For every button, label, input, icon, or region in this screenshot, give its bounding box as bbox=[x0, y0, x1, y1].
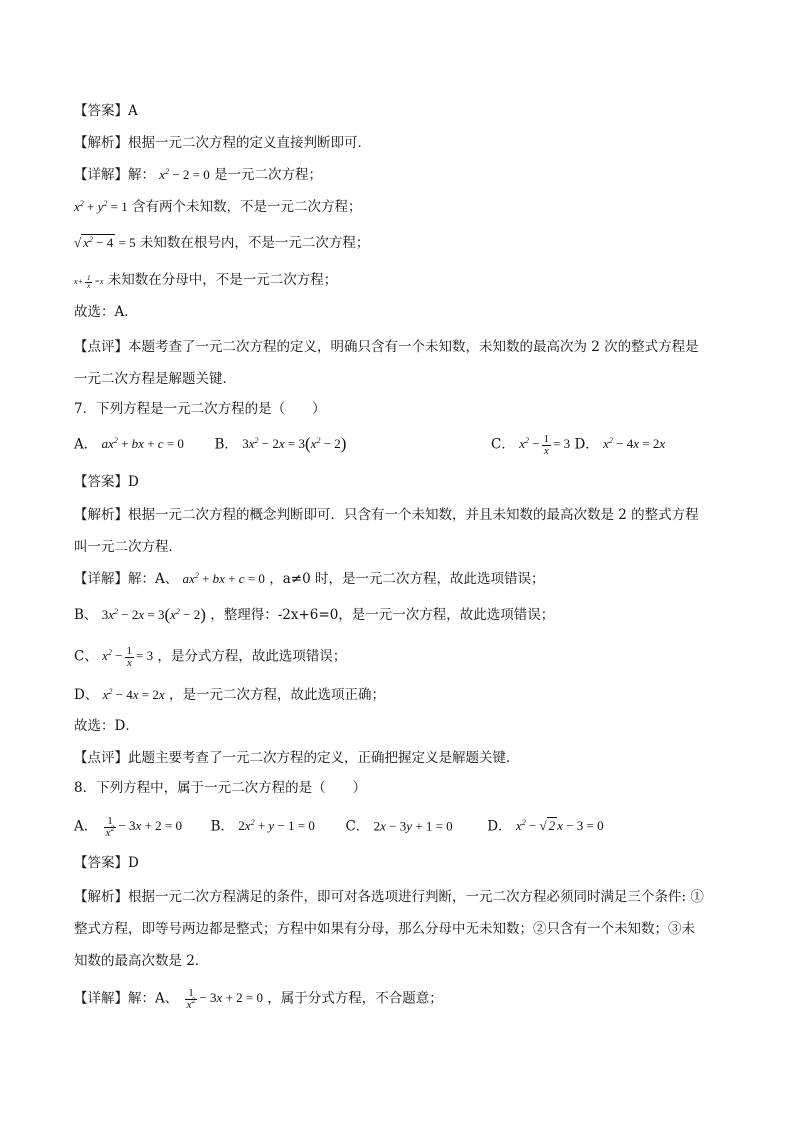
q7-analysis-2: 叫一元二次方程． bbox=[74, 539, 182, 555]
equation: $\frac{1}{x^2}$ − 3x + 2 = 0 bbox=[186, 987, 263, 1011]
q7-option-d: $x^2 - 4x = 2x$ bbox=[603, 436, 666, 452]
q8-analysis-3: 知数的最高次数是 2． bbox=[74, 953, 209, 969]
q7-option-c: $x^2$ − $\frac{1}{x}$ = 3 bbox=[519, 433, 571, 457]
equation: $ax^2$ + bx + c = 0 bbox=[182, 571, 265, 586]
q8-answer: 【答案】D bbox=[74, 855, 139, 871]
equation: $x^2 - 4x = 2x$ bbox=[102, 687, 165, 702]
q7-options bbox=[74, 434, 665, 457]
q7-analysis-1: 【解析】根据一元二次方程的概念判断即可．只含有一个未知数，并且未知数的最高次数是 2 的整式方程 bbox=[74, 507, 699, 523]
q7-comment: 【点评】此题主要考查了一元二次方程的定义，正确把握定义是解题关键． bbox=[74, 750, 520, 766]
q7-detail-b bbox=[74, 605, 554, 625]
q7-detail-b-text: ，整理得：-2x+6=0，是一元一次方程，故此选项错误； bbox=[210, 607, 555, 623]
q7-option-d-label: D． bbox=[574, 436, 599, 453]
q6-comment-1: 【点评】本题考查了一元二次方程的定义，明确只含有一个未知数，未知数的最高次为 2 次的整式方程是 bbox=[74, 339, 699, 355]
q6-choose: 故选：A． bbox=[74, 304, 138, 320]
q8-option-c-label: C． bbox=[345, 818, 370, 835]
equation: $x^2 - 2 = 0$ bbox=[159, 167, 210, 182]
q6-answer: 【答案】A bbox=[74, 103, 138, 119]
q7-option-a: $ax^2$ + bx + c = 0 bbox=[101, 436, 184, 452]
q7-question: 7．下列方程是一元二次方程的是（ ） bbox=[74, 401, 326, 417]
q7-detail-prefix: 【详解】解：A、 bbox=[74, 571, 179, 587]
q8-option-d-label: D． bbox=[487, 818, 512, 835]
q6-detail-1 bbox=[74, 165, 322, 185]
q8-analysis-1: 【解析】根据一元二次方程满足的条件，即可对各选项进行判断，一元二次方程必须同时满足三个条件: ① bbox=[74, 889, 704, 905]
q6-comment-2: 一元二次方程是解题关键． bbox=[74, 371, 236, 387]
q8-option-d: $x^2$ − √ 2 x − 3 = 0 bbox=[515, 818, 604, 834]
q8-question: 8．下列方程中，属于一元二次方程的是（ ） bbox=[74, 780, 367, 796]
q8-option-c: 2x − 3y + 1 = 0 bbox=[373, 818, 453, 834]
q7-option-b: $3x^2 - 2x = 3(x^2 - 2)$ bbox=[242, 434, 347, 454]
q7-detail-d-text: ，是一元二次方程，故此选项正确； bbox=[168, 687, 385, 703]
q7-detail-d-prefix: D、 bbox=[74, 687, 99, 703]
q8-detail-a bbox=[74, 988, 443, 1011]
q8-option-b: $2x^2 + y - 1 = 0$ bbox=[238, 818, 315, 834]
q7-option-b-label: B． bbox=[214, 436, 238, 453]
q6-detail-2 bbox=[74, 197, 362, 217]
equation: $x^2$ − $\frac{1}{x}$ = 3 bbox=[102, 645, 154, 669]
q7-choose: 故选：D． bbox=[74, 718, 139, 734]
q7-detail-b-prefix: B、 bbox=[74, 607, 98, 623]
q6-detail-3-text: 未知数在根号内，不是一元二次方程； bbox=[139, 235, 370, 251]
q7-option-c-label: C． bbox=[491, 436, 515, 453]
q7-answer: 【答案】D bbox=[74, 474, 139, 490]
q8-detail-a-text: ，属于分式方程，不合题意； bbox=[267, 990, 443, 1007]
q8-option-a-label: A． bbox=[74, 818, 98, 835]
q6-detail-1-text: 是一元二次方程； bbox=[214, 167, 323, 183]
equation: x+ $\frac{1}{x}$ =x bbox=[74, 273, 104, 290]
q7-option-a-label: A． bbox=[74, 436, 98, 453]
q6-detail-2-text: 含有两个未知数，不是一元二次方程； bbox=[132, 199, 362, 215]
q8-option-b-label: B． bbox=[210, 818, 234, 835]
q8-option-a: $\frac{1}{x^2}$ − 3x + 2 = 0 bbox=[105, 815, 182, 839]
q7-detail-a-text: ，a≠0 时，是一元二次方程，故此选项错误； bbox=[269, 571, 545, 587]
q7-detail-c bbox=[74, 646, 346, 669]
q8-options bbox=[74, 816, 604, 839]
q6-detail-4 bbox=[74, 270, 337, 292]
q7-detail-c-prefix: C、 bbox=[74, 648, 98, 665]
q7-detail-a bbox=[74, 569, 544, 589]
q6-detail-4-text: 未知数在分母中，不是一元二次方程； bbox=[107, 272, 338, 288]
q6-analysis: 【解析】根据一元二次方程的定义直接判断即可． bbox=[74, 135, 371, 151]
q6-detail-prefix: 【详解】解： bbox=[74, 167, 155, 183]
q7-detail-d bbox=[74, 685, 385, 705]
q8-detail-prefix: 【详解】解：A、 bbox=[74, 990, 179, 1007]
q7-detail-c-text: ，是分式方程，故此选项错误； bbox=[157, 648, 347, 665]
q8-analysis-2: 整式方程，即等号两边都是整式；方程中如果有分母，那么分母中无未知数；②只含有一个未知数；③未 bbox=[74, 921, 695, 937]
equation: √ $x^2 - 4 = 5$ bbox=[74, 235, 136, 250]
equation: $x^2 + y^2 = 1$ bbox=[74, 199, 128, 214]
q6-detail-3 bbox=[74, 233, 369, 253]
equation: $3x^2 - 2x = 3(x^2 - 2)$ bbox=[101, 605, 206, 624]
